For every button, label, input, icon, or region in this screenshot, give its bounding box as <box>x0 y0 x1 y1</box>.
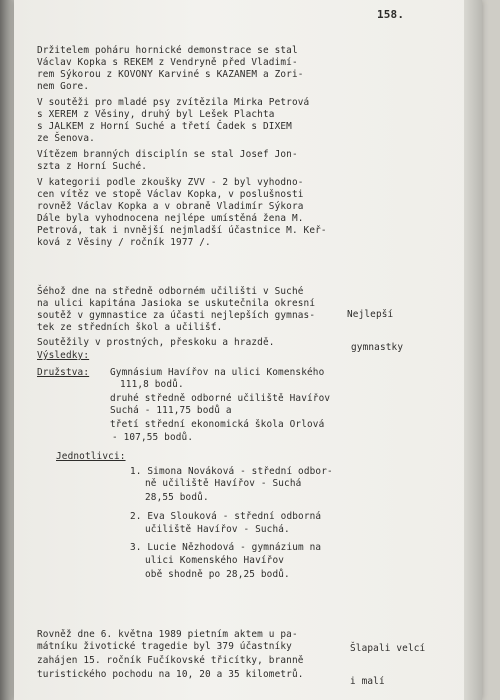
team-result-line: Gymnásium Havířov na ulici Komenského <box>110 367 325 378</box>
text-line: na ulici kapitána Jasioka se uskutečnila okresní <box>37 298 316 309</box>
margin-note-line: i malí <box>350 676 385 687</box>
margin-note-line: Nejlepší <box>347 309 394 320</box>
individual-result-line: učiliště Havířov - Suchá. <box>145 524 290 535</box>
text-line: nem Gore. <box>37 81 90 92</box>
page-number: 158. <box>377 8 405 21</box>
text-line: rem Sýkorou z KOVONY Karviné s KAZANEM a Zori- <box>37 69 304 80</box>
text-line: Petrová, tak i nvnější nejmladší účastnice M. Keř- <box>37 225 327 236</box>
text-line: V kategorii podle zkoušky ZVV - 2 byl vyhodno- <box>37 177 304 188</box>
text-line: Dále byla vyhodnocena nejlépe umístěná žena M. <box>37 213 304 224</box>
team-result-line: 111,8 bodů. <box>120 379 184 390</box>
text-line: szta z Horní Suché. <box>37 161 148 172</box>
page-edge-shadow <box>464 0 482 700</box>
margin-note-march <box>350 621 425 698</box>
text-line: s XEREM z Věsiny, druhý byl Lešek Plachta <box>37 109 275 120</box>
text-line: V soutěži pro mladé psy zvítězila Mirka Petrová <box>37 97 310 108</box>
text-line: turistického pochodu na 10, 20 a 35 kilometrů. <box>37 669 304 680</box>
individual-result-line: 3. Lucie Nězhodová - gymnázium na <box>130 542 322 553</box>
team-results-label: Družstva: <box>37 367 90 378</box>
text-line: soutěž v gymnastice za účasti nejlepších gymnas- <box>37 310 316 321</box>
book-binding <box>0 0 14 700</box>
text-line: s JALKEM z Horní Suché a třetí Čadek s DIXEM <box>37 121 292 132</box>
text-line: Vítězem branných disciplín se stal Josef Jon- <box>37 149 298 160</box>
individual-result-line: ulici Komenského Havířov <box>145 555 285 566</box>
text-line: tek ze středních škol a učilišť. <box>37 322 223 333</box>
text-line: ková z Věsiny / ročník 1977 /. <box>37 237 211 248</box>
individual-result-line: ně učiliště Havířov - Suchá <box>145 478 302 489</box>
margin-note-line: Šlapali velcí <box>350 643 426 654</box>
team-result-line: druhé středně odborné učiliště Havířov <box>110 393 331 404</box>
text-line: cen vítěz ve stopě Václav Kopka, v poslušnosti <box>37 189 304 200</box>
individual-result-line: 1. Simona Nováková - střední odbor- <box>130 466 333 477</box>
margin-note-line: gymnastky <box>351 342 404 353</box>
text-line: zahájen 15. ročník Fučíkovské třicítky, branně <box>37 655 304 666</box>
team-result-line: - 107,55 bodů. <box>112 432 194 443</box>
team-result-line: Suchá - 111,75 bodů a <box>110 405 232 416</box>
text-line: Václav Kopka s REKEM z Vendryně před Vladimí- <box>37 57 298 68</box>
text-line: ze Šenova. <box>37 133 95 144</box>
text-line: mátníku životické tragedie byl 379 účastníky <box>37 641 292 652</box>
individual-result-line: obě shodně po 28,25 bodů. <box>145 569 290 580</box>
individual-results-label: Jednotlivci: <box>56 451 126 462</box>
text-line: Rovněž dne 6. května 1989 pietním aktem u pa- <box>37 629 298 640</box>
team-result-line: třetí střední ekonomická škola Orlová <box>110 419 325 430</box>
text-line: Šéhož dne na středně odborném učilišti v Suché <box>37 286 304 297</box>
text-line: rovněž Václav Kopka a v obraně Vladimír Sýkora <box>37 201 304 212</box>
individual-result-line: 2. Eva Slouková - střední odborná <box>130 511 322 522</box>
text-line: Držitelem poháru hornické demonstrace se stal <box>37 45 298 56</box>
margin-note-gymnastics <box>347 287 403 364</box>
text-line: Soutěžily v prostných, přeskoku a hrazdě. <box>37 337 275 348</box>
results-heading: Výsledky: <box>37 350 90 361</box>
individual-result-line: 28,55 bodů. <box>145 492 209 503</box>
